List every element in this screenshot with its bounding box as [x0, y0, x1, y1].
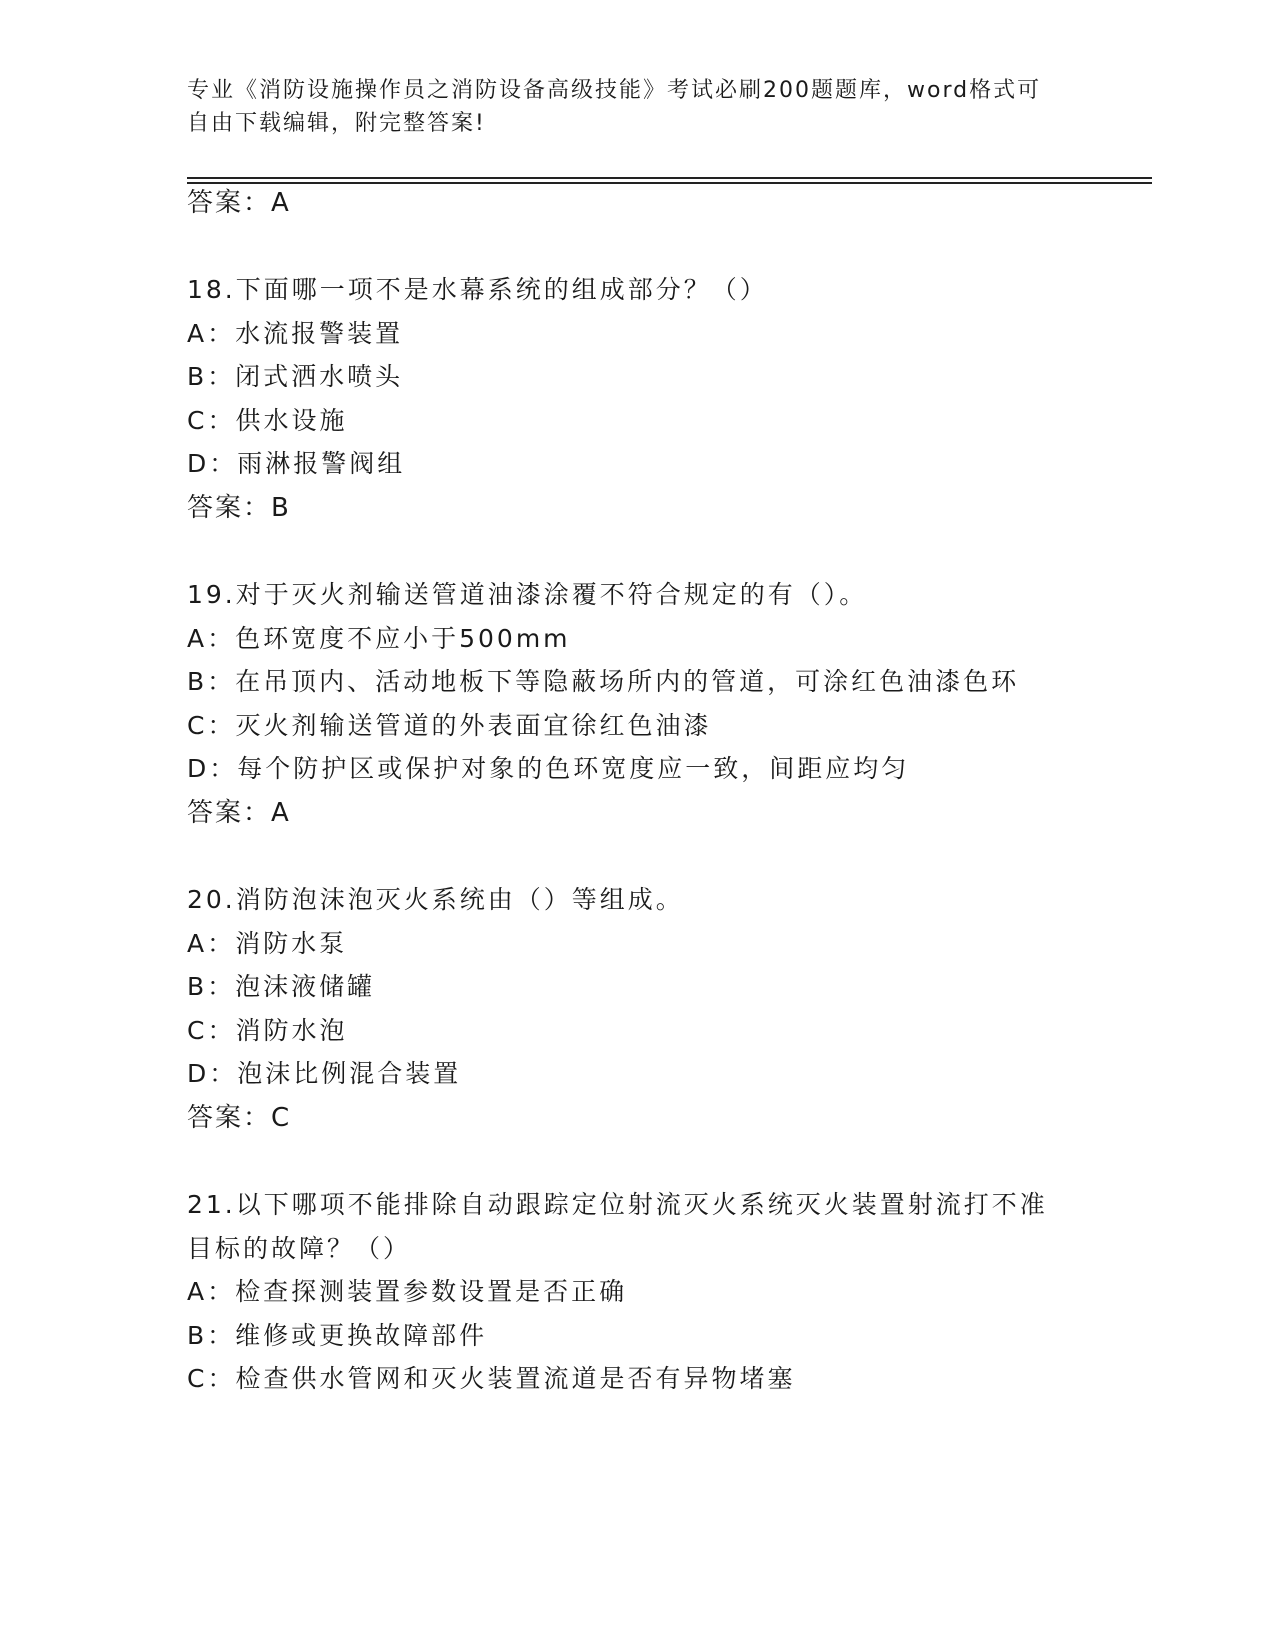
q20-option-b: B：泡沫液储罐	[187, 972, 376, 1001]
q19-option-b: B：在吊顶内、活动地板下等隐蔽场所内的管道，可涂红色油漆色环	[187, 667, 1020, 696]
q21-option-c: C：检查供水管网和灭火装置流道是否有异物堵塞	[187, 1364, 796, 1393]
q18-option-b: B：闭式洒水喷头	[187, 362, 404, 391]
q21-question-line-1: 21.以下哪项不能排除自动跟踪定位射流灭火系统灭火装置射流打不准	[187, 1190, 1048, 1219]
q19-option-a: A：色环宽度不应小于500mm	[187, 624, 571, 653]
q18-option-c: C：供水设施	[187, 406, 348, 435]
q18-option-a: A：水流报警装置	[187, 319, 404, 348]
q18-option-d: D：雨淋报警阀组	[187, 449, 406, 478]
q20-option-d: D：泡沫比例混合装置	[187, 1059, 462, 1088]
q20-option-c: C：消防水泡	[187, 1016, 348, 1045]
header-rule-top	[187, 177, 1152, 179]
q21-option-a: A：检查探测装置参数设置是否正确	[187, 1277, 628, 1306]
q19-option-c: C：灭火剂输送管道的外表面宜徐红色油漆	[187, 711, 712, 740]
document-header	[187, 74, 1067, 140]
header-rule-bottom	[187, 182, 1152, 184]
q20-answer: 答案：C	[187, 1103, 292, 1133]
answer-prev: 答案：A	[187, 188, 291, 218]
header-line-1: 专业《消防设施操作员之消防设备高级技能》考试必刷200题题库，word格式可	[187, 78, 1042, 103]
q19-question: 19.对于灭火剂输送管道油漆涂覆不符合规定的有（）。	[187, 580, 868, 609]
q19-answer: 答案：A	[187, 798, 291, 828]
header-line-2: 自由下载编辑，附完整答案!	[187, 111, 486, 136]
q19-option-d: D：每个防护区或保护对象的色环宽度应一致，间距应均匀	[187, 754, 910, 783]
q20-option-a: A：消防水泵	[187, 929, 348, 958]
q18-question: 18.下面哪一项不是水幕系统的组成部分？（）	[187, 275, 768, 304]
q21-question-line-2: 目标的故障？（）	[187, 1234, 412, 1263]
q20-question: 20.消防泡沫泡灭火系统由（）等组成。	[187, 885, 684, 914]
q18-answer: 答案：B	[187, 493, 291, 523]
q21-option-b: B：维修或更换故障部件	[187, 1321, 488, 1350]
